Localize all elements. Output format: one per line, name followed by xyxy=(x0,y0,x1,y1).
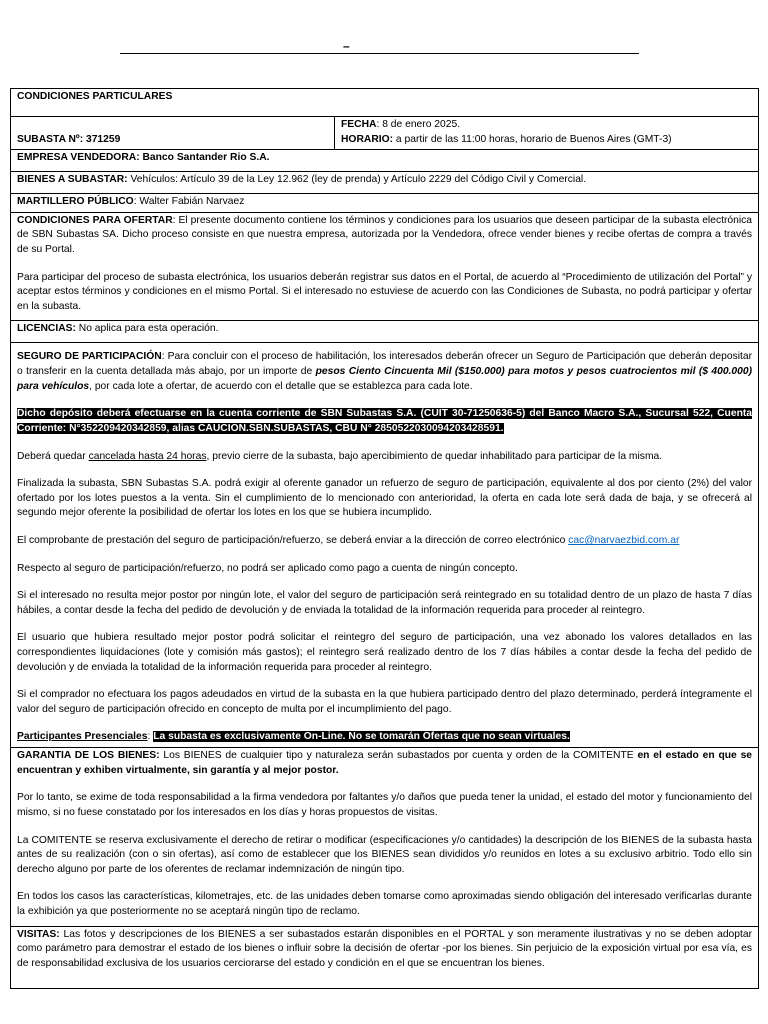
seguro-text-5: El comprobante de prestación del seguro de participación/refuerzo, se deberá enviar a la dirección de correo electrónico xyxy=(17,534,569,546)
martillero-value: : Walter Fabián Narvaez xyxy=(133,196,245,208)
seguro-text-8: El usuario que hubiera resultado mejor postor podrá solicitar el reintegro del seguro de participación, una vez abonado los valores detallados en las correspondientes liquidaciones (lote y comisión más gastos); el reintegro será realizado dentro de los 7 días hábiles a contar desde la fecha del pedido de devolución y de enviada la totalidad de la información requerida para proceder al reintegro. xyxy=(17,632,753,673)
presenciales-highlight: La subasta es exclusivamente On-Line. No se tomarán Ofertas que no sean virtuales. xyxy=(153,731,570,743)
visitas-label: VISITAS: xyxy=(17,928,60,940)
seguro-text-7: Si el interesado no resulta mejor postor por ningún lote, el valor del seguro de participación será reintegrado en su totalidad dentro de un plazo de hasta 7 días hábiles, a contar desde la fecha del pedido de devolución y de enviada la totalidad de la información requerida para proceder al reintegro. xyxy=(17,590,753,616)
row-visitas xyxy=(11,926,759,988)
condiciones-text-2: Para participar del proceso de subasta electrónica, los usuarios deberán registrar sus datos en el Portal, de acuerdo al “Procedimiento de utilización del Portal” y aceptar estos términos y condiciones en el mismo Portal. Si el interesado no estuviese de acuerdo con las Condiciones de Subasta, no podrá participar y ofertar en la subasta. xyxy=(17,271,753,312)
seguro-text-9: Si el comprador no efectuara los pagos adeudados en virtud de la subasta en la que hubiera participado dentro del plazo determinado, perderá íntegramente el valor del seguro de participación ofrecido en concepto de multa por el incumplimiento del pago. xyxy=(17,689,753,715)
licencias-label: LICENCIAS: xyxy=(17,323,76,335)
seguro-text-6: Respecto al seguro de participación/refuerzo, no podrá ser aplicado como pago a cuenta de ningún concepto. xyxy=(17,562,518,574)
header-rule xyxy=(120,53,639,54)
condiciones-label: CONDICIONES PARA OFERTAR xyxy=(17,214,173,226)
cancelada-underlined: cancelada hasta 24 horas xyxy=(88,450,207,462)
row-title xyxy=(11,89,759,117)
garantia-label: GARANTIA DE LOS BIENES: xyxy=(17,750,160,762)
email-link[interactable]: cac@narvaezbid.com.ar xyxy=(568,534,680,546)
garantia-text-3: La COMITENTE se reserva exclusivamente el derecho de retirar o modificar (especificaciones y/o cantidades) la descripción de los BIENES de la subasta hasta antes de su realización (con o sin ofertas), así como de establecer que los BIENES sean divididos y/o reunidos en lotes a su exclusivo arbitrio. Todo ello sin derecho alguno por parte de los oferentes de reclamar indemnización de ningún tipo. xyxy=(17,834,753,875)
seguro-importe: pesos Ciento Cincuenta Mil ($150.000) para motos y pesos cuatrocientos mil ($ 400.000) para vehículos xyxy=(17,366,753,392)
seguro-text-1c: , por cada lote a ofertar, de acuerdo con el detalle que se establezca para cada lote. xyxy=(89,380,473,392)
subasta-label: SUBASTA Nº xyxy=(17,133,80,145)
empresa-vendedora: EMPRESA VENDEDORA: Banco Santander Rio S.A. xyxy=(17,152,270,164)
condiciones-text-1: : El presente documento contiene los términos y condiciones para los usuarios que deseen participar de la subasta electrónica de SBN Subastas SA. Dicho proceso consiste en que nuestra empresa, autorizada por la Vendedora, ofrece vender bienes y recibe ofertas de compra a través de su Portal. xyxy=(17,214,753,256)
fecha-value: : 8 de enero 2025. xyxy=(376,119,461,130)
seguro-text-4: Finalizada la subasta, SBN Subastas S.A. podrá exigir al oferente ganador un refuerzo de seguro de participación, equivalente al dos por ciento (2%) del valor ofertado por los lotes puestos a la venta. Sin el cumplimiento de lo mencionado con anterioridad, la oferta en cada lote será dada de baja, y se ofrecerá al segundo mejor oferente la posibilidad de ofertar los lotes en los que se hubiera incumplido. xyxy=(17,478,753,519)
garantia-text-1b: en el estado en que se encuentran y exhiben virtualmente, sin garantía y al mejor postor. xyxy=(17,750,753,776)
row-condiciones xyxy=(11,212,759,321)
row-bienes xyxy=(11,172,759,194)
visitas-value: Las fotos y descripciones de los BIENES a ser subastados estarán disponibles en el PORTAL y son meramente ilustrativas y no se deben adoptar como parámetro para demostrar el estado de los bienes o influir sobre la decisión de ofertar -por los bienes. Sin perjuicio de la exposición virtual por esa vía, es de responsabilidad exclusiva de los usuarios cerciorarse del estado y condición en el que se encuentran los bienes. xyxy=(17,928,753,969)
horario-label: HORARIO: xyxy=(341,133,394,145)
bienes-value: Vehículos: Artículo 39 de la Ley 12.962 (ley de prenda) y Artículo 2229 del Código Civil y Comercial. xyxy=(127,174,587,186)
fecha-label: FECHA xyxy=(341,119,377,130)
row-licencias xyxy=(11,321,759,343)
presenciales-sep: : xyxy=(147,731,154,743)
seguro-text-1a: : Para concluir con el proceso de habilitación, los interesados deberán ofrecer un Seguro de Participación que deberán depositar o transferir en la cuenta detallada más abajo, por un importe de xyxy=(17,351,753,378)
seguro-label: SEGURO DE PARTICIPACIÓN xyxy=(17,351,162,363)
horario-value: a partir de las 11:00 horas, horario de Buenos Aires (GMT-3) xyxy=(393,133,672,145)
row-martillero xyxy=(11,194,759,213)
martillero-label: MARTILLERO PÚBLICO xyxy=(17,196,134,208)
row-garantia xyxy=(11,748,759,926)
licencias-value: No aplica para esta operación. xyxy=(75,323,219,335)
deposito-highlight: Dicho depósito deberá efectuarse en la cuenta corriente de SBN Subastas S.A. (CUIT 30-71250636-5) del Banco Macro S.A., Sucursal 522, Cuenta Corriente: N°352209420342859, alias CAUCION.SBN.SUBASTAS, CBU N° 2850522030094203428591. xyxy=(17,408,753,434)
header-dash: – xyxy=(343,39,350,53)
seguro-text-3c: , previo cierre de la subasta, bajo apercibimiento de quedar inhabilitado para participar de la misma. xyxy=(206,450,663,462)
conditions-table xyxy=(10,88,759,989)
presenciales-label: Participantes Presenciales xyxy=(17,731,148,743)
bienes-label: BIENES A SUBASTAR: xyxy=(17,174,128,186)
row-empresa xyxy=(11,150,759,172)
seguro-text-3a: Deberá quedar xyxy=(17,450,89,462)
row-seguro xyxy=(11,343,759,748)
row-subasta xyxy=(11,117,759,150)
garantia-text-4: En todos los casos las características, kilometrajes, etc. de las unidades deben tomarse como aproximadas siendo obligación del interesado verificarlas durante la exhibición ya que posteriormente no se aceptará ningún tipo de reclamo. xyxy=(17,891,753,917)
section-title: CONDICIONES PARTICULARES xyxy=(17,91,173,102)
subasta-number: : 371259 xyxy=(79,133,121,145)
garantia-text-1a: Los BIENES de cualquier tipo y naturaleza serán subastados por cuenta y orden de la COMITENTE xyxy=(159,750,638,762)
garantia-text-2: Por lo tanto, se exime de toda responsabilidad a la firma vendedora por faltantes y/o daños que pueda tener la unidad, el estado del motor y funcionamiento del mismo, si no fuese constatado por los interesados en los días y horas propuestos de visitas. xyxy=(17,792,753,818)
